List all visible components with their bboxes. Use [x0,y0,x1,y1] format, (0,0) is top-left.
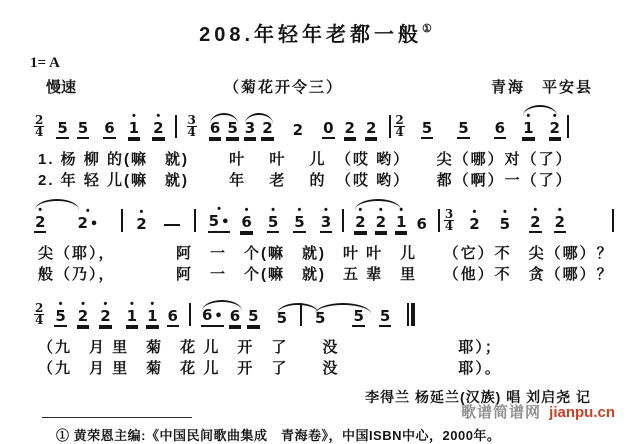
augmentation-dot: • [89,217,99,232]
jianpu-note: • 2 [100,298,111,325]
jianpu-note: • 2 [549,110,560,137]
octave-dot: • [358,204,363,216]
tempo-label: 慢速 [46,79,77,96]
lyric-line: （九 月 里 菊 花 儿 开 了 没 耶）； [38,339,502,356]
slur-arc [277,303,319,314]
footnote-divider [42,417,192,418]
jianpu-note: • 5 [294,204,305,231]
time-signature: 2 4 [35,113,44,139]
octave-dot: • [103,298,108,310]
augmentation-dot: • [214,309,223,324]
jianpu-note: 2 [292,121,304,139]
time-signature: 3 4 [187,113,196,139]
octave-dot: • [526,110,531,122]
jianpu-note: • 2 [34,206,46,233]
barline [567,115,569,138]
jianpu-note: • 1 [396,204,407,231]
octave-dot: • [150,298,155,310]
octave-dot: • [552,110,557,122]
octave-dot: • [81,298,85,310]
jianpu-rest: 0 [323,119,334,137]
watermark-site-name: 歌谱简谱网 [460,404,541,421]
lyric-line: 1. 杨 柳 的(嘛 就) 叶 叶 儿 （哎 哟） 尖（哪）对（了） [38,151,573,168]
jianpu-note: 6 [229,307,241,325]
jianpu-note: 6 [416,215,427,233]
jianpu-note: 5 [57,119,68,137]
time-signature: 3 4 [444,207,454,233]
jianpu-note: 5 [314,310,326,327]
octave-dot: • [131,110,136,122]
meta-row [12,76,619,97]
octave-dot: • [139,206,144,218]
jianpu-note: 6 [494,119,506,137]
music-line-2 [12,201,619,240]
jianpu-note: • 2 [554,204,565,231]
octave-dot: • [244,204,249,216]
tune-subtitle: （菊花开令三） [223,79,343,96]
lyric-line: 2. 年 轻 儿(嘛 就) 年 老 的 （哎 哟） 都（啊）一（了） [38,172,573,189]
jianpu-note: • 2 [375,204,386,231]
footnote-text: ① 黄荣恩主编:《中国民间歌曲集成 青海卷》，中国ISBN中心，2000年。 [56,428,501,443]
octave-dot: • [85,205,90,217]
octave-dot: • [156,110,161,122]
jianpu-note: • 6 [241,204,252,231]
augmentation-dot: • [221,215,230,230]
jianpu-note: • 5 [55,298,66,325]
region-label: 青海 平安县 [490,79,593,96]
octave-dot: • [217,203,221,215]
jianpu-note: • 2 [77,298,89,325]
music-line-1 [12,107,619,146]
jianpu-note: 6 [104,119,115,137]
octave-dot: • [533,204,538,216]
key-signature: 1= A [30,55,60,71]
jianpu-note: • 1 [128,110,140,137]
jianpu-note: • 2 [530,204,541,231]
jianpu-note: • 2 • [77,205,99,232]
barline [189,303,191,326]
watermark-site-link[interactable]: jianpu.cn [549,404,615,421]
slur-arc [35,199,79,210]
footnote-marker: ① [422,23,432,35]
jianpu-note: • 1 [522,112,534,139]
octave-dot: • [38,204,43,216]
jianpu-note: 2 [365,119,377,137]
octave-dot: • [378,204,383,216]
octave-dot: • [297,204,302,216]
song-title: 208.年轻年老都一般 [199,24,423,46]
barline [438,209,440,232]
site-watermark [461,401,615,422]
jianpu-note: 6 [209,120,221,139]
performer-credit: 李得兰 杨延兰(汉族) 唱 刘启尧 记 [365,389,591,405]
jianpu-note: 3 [244,120,256,139]
jianpu-note: • 5 [267,204,279,231]
octave-dot: • [557,204,562,216]
jianpu-note: • 2 [469,206,480,233]
jianpu-note: 2 [262,119,273,137]
jianpu-note: • 5 • [208,205,231,233]
lyric-line: （九 月 里 菊 花 儿 开 了 没 耶）。 [38,360,502,377]
jianpu-note: 5 [276,310,288,327]
jianpu-note: 5 [353,307,364,325]
jianpu-note: 6 [167,307,178,325]
jianpu-note: 5 [77,119,89,137]
jianpu-note: • 3 [320,204,332,231]
jianpu-note: • 1 [126,298,138,325]
octave-dot: • [502,206,507,218]
jianpu-note: • 2 [354,206,366,233]
octave-dot: • [129,298,134,310]
jianpu-note: 5 [379,307,391,325]
octave-dot: • [399,204,404,216]
octave-dot: • [323,204,328,216]
jianpu-note: • 2 [136,206,147,233]
barline [175,115,177,138]
barline [389,115,391,138]
time-signature: 2 4 [395,113,404,139]
octave-dot: • [271,204,275,216]
barline [121,209,123,232]
jianpu-note: 6 • [201,307,224,327]
sustain-dash [164,224,180,227]
barline [194,209,196,232]
jianpu-note: • 1 [147,298,158,325]
barline [342,209,344,232]
octave-dot: • [472,206,477,218]
page-title [12,18,619,47]
lyric-line: 尖（耶）， 阿 一 个(嘛 就) 叶 叶 儿 （它）不 尖（哪）？ [38,245,614,262]
jianpu-note: 5 [227,119,238,137]
time-signature: 2 4 [35,301,44,327]
music-line-3 [12,295,619,334]
jianpu-note: 5 [458,119,469,137]
jianpu-note: 5 [248,307,259,325]
jianpu-note: 5 [421,119,433,137]
octave-dot: • [58,298,63,310]
lyric-line: 般（乃）， 阿 一 个(嘛 就) 五 辈 里 （他）不 贪（哪）？ [38,266,614,283]
final-barline [407,303,415,326]
jianpu-note: 2 [344,119,355,137]
jianpu-note: • 2 [153,110,164,137]
jianpu-note: • 5 [499,206,511,233]
barline [612,209,614,232]
